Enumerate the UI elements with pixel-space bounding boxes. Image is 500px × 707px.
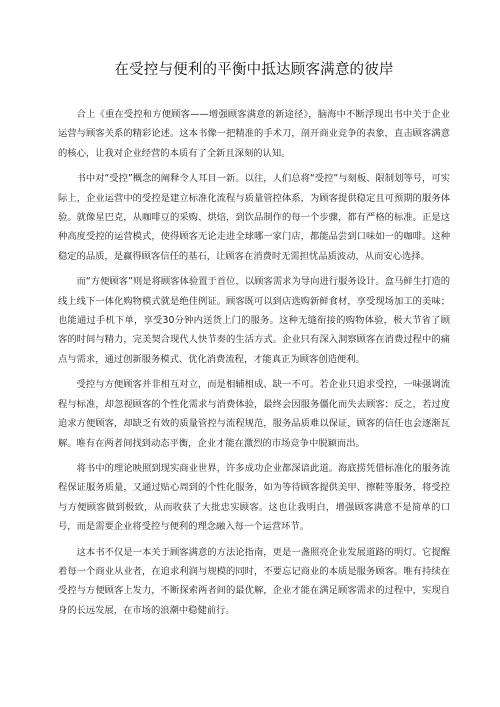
paragraph-6: 这本书不仅是一本关于顾客满意的方法论指南，更是一盏照亮企业发展道路的明灯。它提醒着每一个商业从业者，在追求利润与规模的同时，不要忘记商业的本质是服务顾客。唯有持续在受控与方便顾客上发力，不断探索两者间的最优解，企业才能在满足顾客需求的过程中，实现自身的长远发展，在市场的浪潮中稳健前行。 xyxy=(58,546,450,616)
document-title: 在受控与便利的平衡中抵达顾客满意的彼岸 xyxy=(114,62,394,78)
paragraph-1: 合上《重在受控和方便顾客——增强顾客满意的新途径》，脑海中不断浮现出书中关于企业运营与顾客关系的精彩论述。这本书像一把精准的手术刀，剖开商业竞争的表象，直击顾客满意的核心，让我对企业经营的本质有了全新且深刻的认知。 xyxy=(58,109,450,159)
paragraph-3: 而“方便顾客”则是将顾客体验置于首位，以顾客需求为导向进行服务设计。盒马鲜生打造的线上线下一体化购物模式就是绝佳例证。顾客既可以到店选购新鲜食材，享受现场加工的美味；也能通过手机下单，享受30分钟内送货上门的服务。这种无缝衔接的购物体验，极大节省了顾客的时间与精力，完美契合现代人快节奏的生活方式。企业只有深入洞察顾客在消费过程中的痛点与需求，通过创新服务模式、优化消费流程，才能真正为顾客创造便利。 xyxy=(58,276,450,365)
paragraph-5: 将书中的理论映照到现实商业世界，许多成功企业都深谙此道。海底捞凭借标准化的服务流程保证服务质量，又通过贴心周到的个性化服务，如为等待顾客提供美甲、擦鞋等服务，将受控与方便顾客做到极致，从而收获了大批忠实顾客。这也让我明白，增强顾客满意不是简单的口号，而是需要企业将受控与便利的理念融入每一个运营环节。 xyxy=(58,462,450,533)
paragraph-4: 受控与方便顾客并非相互对立，而是相辅相成、缺一不可。若企业只追求受控，一味强调流程与标准，却忽视顾客的个性化需求与消费体验，最终会因服务僵化而失去顾客；反之，若过度追求方便顾客，却缺乏有效的质量管控与流程规范，服务品质难以保证，顾客的信任也会逐渐瓦解。唯有在两者间找到动态平衡，企业才能在激烈的市场竞争中脱颖而出。 xyxy=(58,379,450,449)
paragraph-2: 书中对“受控”概念的阐释令人耳目一新。以往，人们总将“受控”与刻板、限制划等号，可实际上，企业运营中的受控是建立标准化流程与质量管控体系，为顾客提供稳定且可预期的服务体验。就像星巴克，从咖啡豆的采购、烘焙，到饮品制作的每一个步骤，都有严格的标准。正是这种高度受控的运营模式，使得顾客无论走进全球哪一家门店，都能品尝到口味如一的咖啡。这种稳定的品质，是赢得顾客信任的基石，让顾客在消费时无需担忧品质波动，从而安心选择。 xyxy=(58,173,450,262)
